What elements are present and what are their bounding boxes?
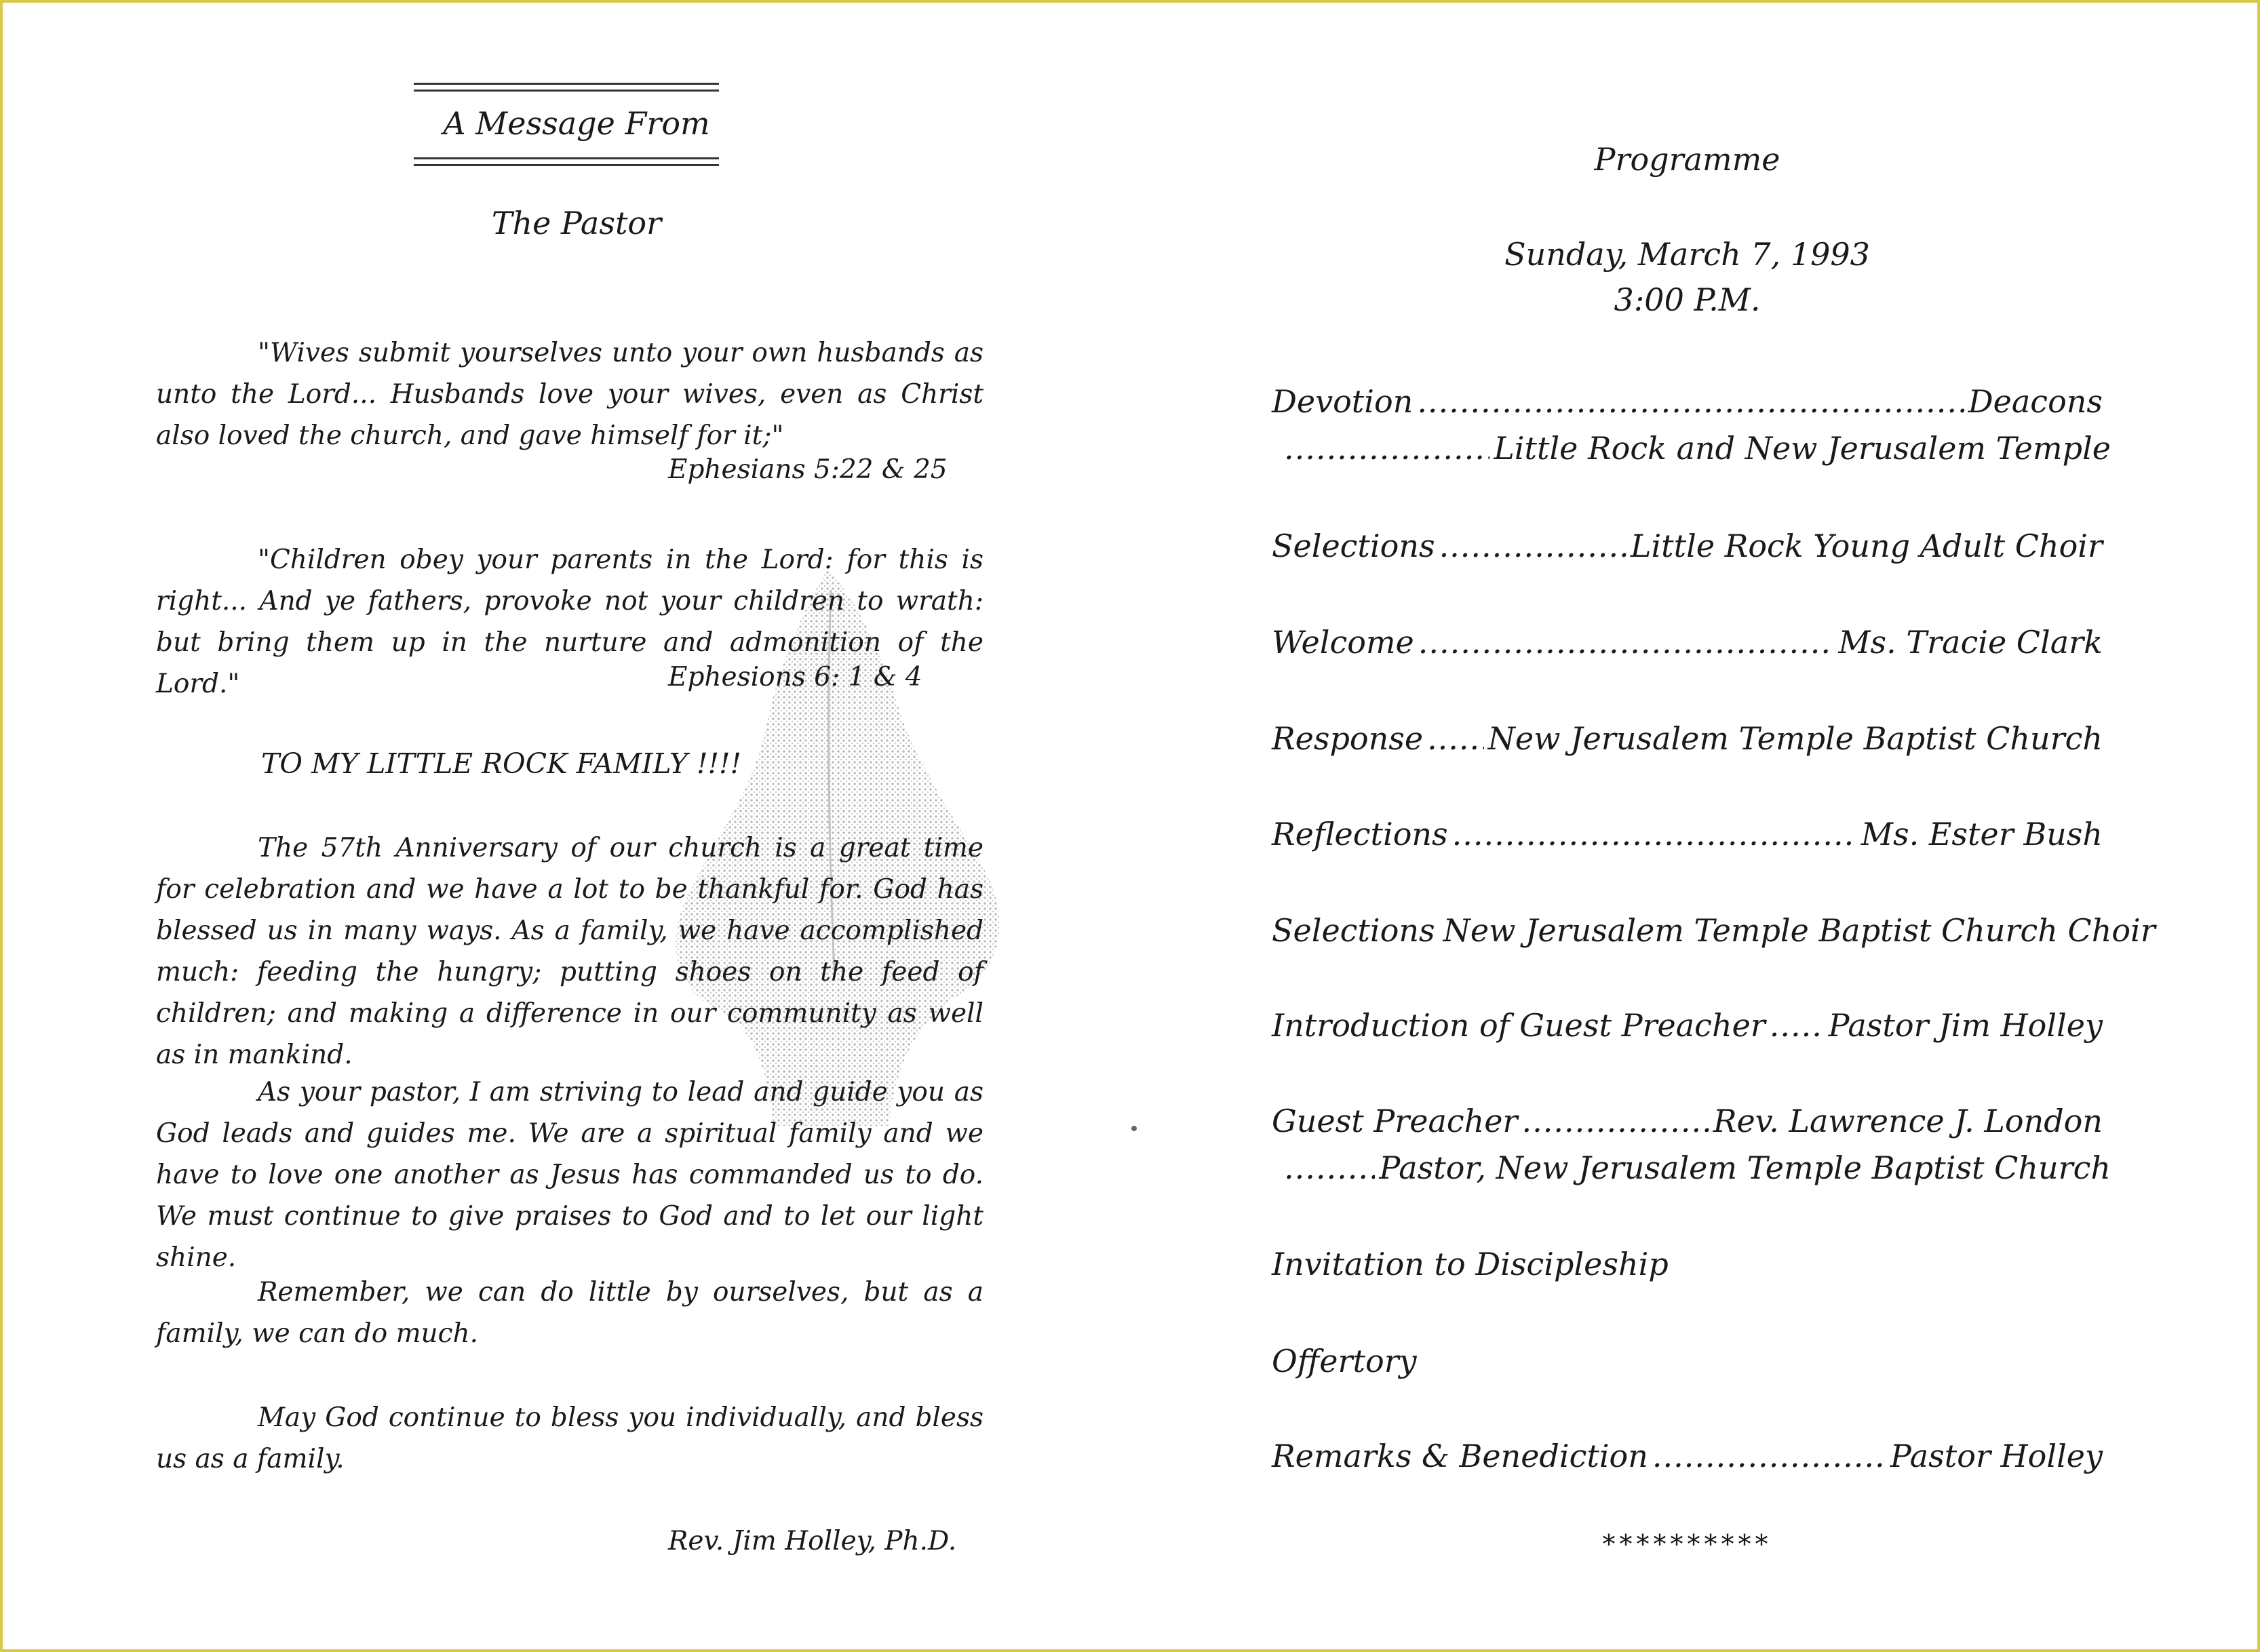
item-label: Offertory — [1272, 1343, 1417, 1379]
dot-leader — [1284, 1149, 1375, 1186]
item-value: Pastor Jim Holley — [1828, 1007, 2103, 1044]
programme-item — [1272, 720, 2103, 757]
dot-leader — [1522, 1103, 1709, 1139]
item-value: Pastor Holley — [1890, 1438, 2103, 1474]
scripture-quote-2: "Children obey your parents in the Lord: for this is right... And ye fathers, provoke not your children to wrath: but bring them up in the nurture and admonition of the Lord." — [156, 545, 983, 699]
item-label: Invitation to Discipleship — [1272, 1246, 1669, 1282]
scripture-ref-1: Ephesians 5:22 & 25 — [668, 454, 948, 485]
programme-title: Programme — [1594, 141, 1780, 178]
item-label: Devotion — [1272, 383, 1414, 420]
programme-date: Sunday, March 7, 1993 — [1504, 236, 1870, 273]
dot-leader — [1439, 528, 1626, 564]
programme-item — [1272, 1149, 2111, 1186]
dot-leader — [1417, 383, 1964, 420]
item-value: Pastor, New Jerusalem Temple Baptist Church — [1379, 1149, 2111, 1186]
programme-item — [1272, 1007, 2103, 1044]
item-label: Welcome — [1272, 624, 1414, 661]
dot-leader — [1652, 1438, 1886, 1474]
item-value: Little Rock and New Jerusalem Temple — [1494, 430, 2111, 467]
pastor-signature: Rev. Jim Holley, Ph.D. — [668, 1526, 957, 1556]
item-label: Selections — [1272, 912, 1435, 949]
programme-item — [1272, 1343, 2103, 1379]
programme-item — [1272, 1438, 2103, 1474]
item-label: Remarks & Benediction — [1272, 1438, 1648, 1474]
message-paragraph-3: Remember, we can do little by ourselves, but as a family, we can do much. — [156, 1277, 983, 1349]
scripture-quote-1: "Wives submit yourselves unto your own husbands as unto the Lord... Husbands love your wives, even as Christ also loved the church, and gave himself for it;" — [156, 338, 983, 451]
header-rules-bottom — [414, 157, 719, 171]
programme-item — [1272, 1246, 2103, 1282]
programme-item — [1272, 816, 2103, 852]
dot-leader — [1418, 624, 1835, 661]
dot-leader — [1452, 816, 1857, 852]
item-value: New Jerusalem Temple Baptist Church — [1487, 720, 2103, 757]
salutation: TO MY LITTLE ROCK FAMILY !!!! — [261, 747, 741, 780]
item-label: Introduction of Guest Preacher — [1272, 1007, 1766, 1044]
header-rules-top — [414, 83, 719, 96]
header-the-pastor: The Pastor — [491, 205, 662, 241]
dot-leader — [1770, 1007, 1825, 1044]
programme-item — [1272, 430, 2111, 467]
programme-item — [1272, 1103, 2103, 1139]
item-value: New Jerusalem Temple Baptist Church Choir — [1443, 912, 2156, 949]
dot-leader — [1427, 720, 1484, 757]
programme-item — [1272, 912, 2156, 949]
dot-leader — [1284, 430, 1489, 467]
message-paragraph-4: May God continue to bless you individually, and bless us as a family. — [156, 1402, 983, 1474]
closing-asterisks: ********** — [1602, 1529, 1772, 1559]
item-label: Reflections — [1272, 816, 1448, 852]
programme-item — [1272, 383, 2103, 420]
programme-item — [1272, 624, 2103, 661]
scripture-ref-2: Ephesions 6: 1 & 4 — [668, 662, 922, 692]
item-value: Deacons — [1968, 383, 2103, 420]
programme-time: 3:00 P.M. — [1614, 281, 1761, 318]
item-label: Response — [1272, 720, 1424, 757]
header-message-from: A Message From — [443, 105, 710, 142]
item-value: Ms. Tracie Clark — [1838, 624, 2103, 661]
item-value: Little Rock Young Adult Choir — [1630, 528, 2103, 564]
item-value: Ms. Ester Bush — [1860, 816, 2103, 852]
scan-speck — [1131, 1126, 1137, 1131]
item-label: Selections — [1272, 528, 1435, 564]
message-paragraph-1: The 57th Anniversary of our church is a great time for celebration and we have a lot to be thankful for. God has blessed us in many ways. As a family, we have accomplished much: feeding the hungry; putting shoes on the feed of children; and making a difference in our community as well as in mankind. — [156, 833, 983, 1070]
item-value: Rev. Lawrence J. London — [1713, 1103, 2103, 1139]
message-paragraph-2: As your pastor, I am striving to lead and guide you as God leads and guides me. We are a spiritual family and we have to love one another as Jesus has commanded us to do. We must continue to give praises to God and to let our light shine. — [156, 1077, 983, 1273]
programme-item — [1272, 528, 2103, 564]
item-label: Guest Preacher — [1272, 1103, 1518, 1139]
